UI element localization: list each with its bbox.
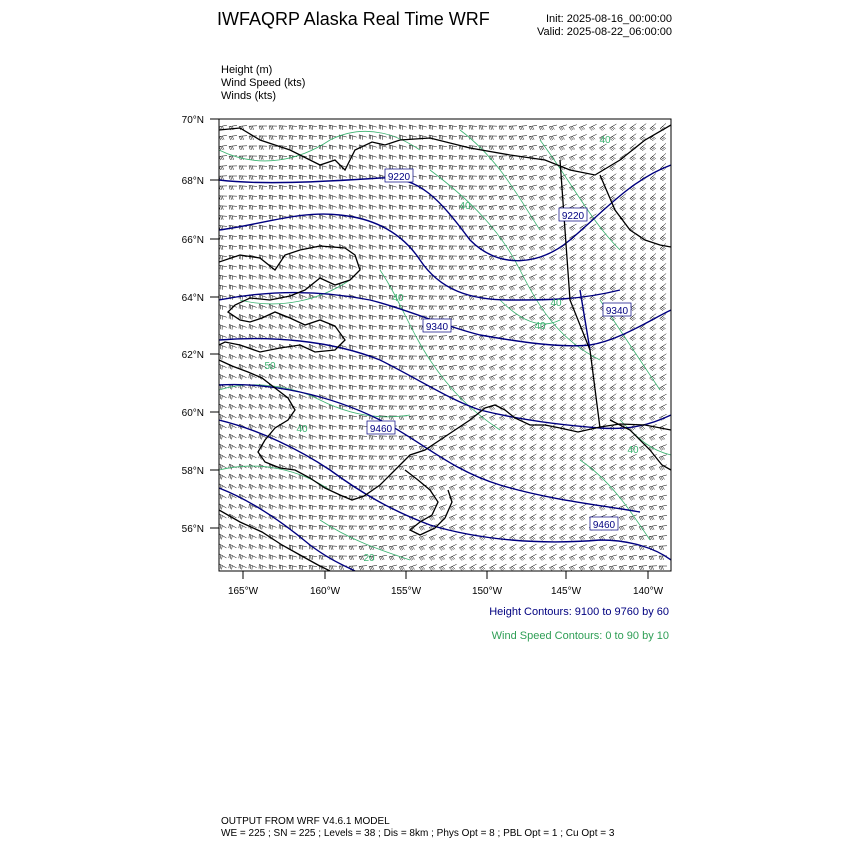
map-title: IWFAQRP Alaska Real Time WRF <box>217 9 490 29</box>
lon-label: 160°W <box>309 586 341 597</box>
lon-label: 155°W <box>390 586 422 597</box>
wind-contour-label: 40 <box>392 293 404 304</box>
height-contour-label: 9460 <box>592 520 616 531</box>
coastline <box>219 125 671 571</box>
height-contour-note: Height Contours: 9100 to 9760 by 60 <box>489 606 669 618</box>
lat-label: 58°N <box>181 466 204 477</box>
lon-label: 140°W <box>632 586 664 597</box>
wind-contour-label: 40 <box>599 135 611 146</box>
height-contour-label: 9340 <box>425 322 449 333</box>
variable-wind-speed: Wind Speed (kts) <box>221 77 306 89</box>
height-contour-label: 9460 <box>369 424 393 435</box>
wind-contour-label: 40 <box>627 445 639 456</box>
init-time: Init: 2025-08-16_00:00:00 <box>546 13 672 25</box>
lat-label: 68°N <box>181 176 204 187</box>
lat-label: 62°N <box>181 350 204 361</box>
lon-label: 165°W <box>227 586 259 597</box>
wind-contour-label: 40 <box>296 424 308 435</box>
wind-contour-label: 40 <box>459 201 471 212</box>
footer-config: WE = 225 ; SN = 225 ; Levels = 38 ; Dis = 8km ; Phys Opt = 8 ; PBL Opt = 1 ; Cu Opt = 3 <box>221 828 615 839</box>
valid-time: Valid: 2025-08-22_06:00:00 <box>537 26 672 38</box>
wind-contour-label: 50 <box>264 361 276 372</box>
lon-label: 145°W <box>550 586 582 597</box>
variable-height: Height (m) <box>221 64 273 76</box>
lat-label: 64°N <box>181 293 204 304</box>
height-contour-label: 9340 <box>605 306 629 317</box>
lat-label: 66°N <box>181 235 204 246</box>
wind-speed-contour-note: Wind Speed Contours: 0 to 90 by 10 <box>491 630 669 642</box>
height-contour-label: 9220 <box>561 211 585 222</box>
variable-winds: Winds (kts) <box>221 90 276 102</box>
lat-label: 70°N <box>181 115 204 126</box>
model-footer <box>221 816 614 840</box>
wind-contour-label: 40 <box>550 298 562 309</box>
lat-label: 56°N <box>181 524 204 535</box>
height-contour-label: 9220 <box>387 172 411 183</box>
wind-contour-label: 40 <box>534 321 546 332</box>
lon-label: 150°W <box>471 586 503 597</box>
lat-label: 60°N <box>181 408 204 419</box>
footer-model: OUTPUT FROM WRF V4.6.1 MODEL <box>221 816 390 827</box>
wind-contour-label: 20 <box>363 553 375 564</box>
